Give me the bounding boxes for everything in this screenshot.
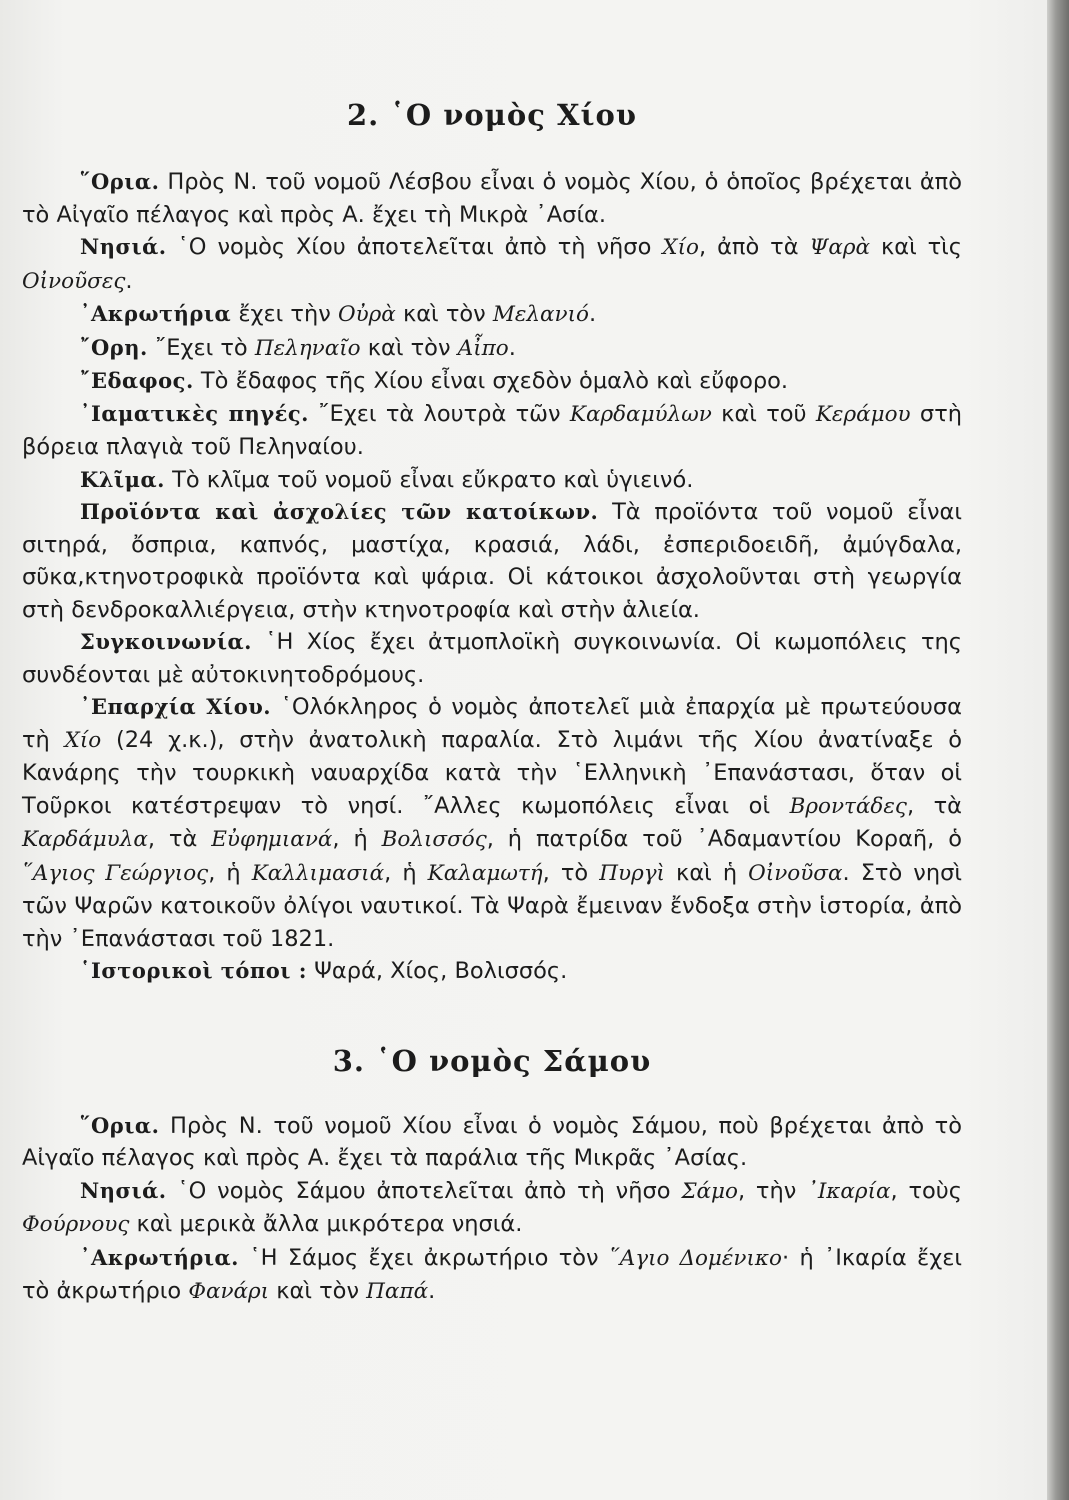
place-name: ῞Αγιος Γεώργιος (22, 860, 209, 886)
paragraph-text: Πρὸς Ν. τοῦ νομοῦ Χίου εἶναι ὁ νομὸς Σάμου, ποὺ βρέχεται ἀπὸ τὸ Αἰγαῖο πέλαγος καὶ πρὸς Α. ἔχει τὰ παράλια τῆς Μικρᾶς ᾿Ασίας. (22, 1112, 962, 1171)
paragraph-label: ῎Εδαφος. (80, 368, 194, 393)
paragraph-text: , ἡ (208, 859, 252, 886)
paragraph-text: , τὴν (737, 1177, 808, 1204)
paragraph-text: Πρὸς Ν. τοῦ νομοῦ Λέσβου εἶναι ὁ νομὸς Χίου, ὁ ὁποῖος βρέχεται ἀπὸ τὸ Αἰγαῖο πέλαγος καὶ πρὸς Α. ἔχει τὴ Μικρὰ ᾿Ασία. (22, 169, 962, 228)
paragraph-text: , τὰ (906, 792, 962, 819)
place-name: ῞Αγιο Δομένικο (608, 1245, 782, 1271)
paragraph-label: ῾Ιστορικοὶ τόποι : (80, 958, 308, 983)
place-name: Καλλιμασιά (251, 860, 385, 886)
section-heading-samos: 3. ῾Ο νομὸς Σάμου (332, 1043, 652, 1078)
paragraph-text: . (428, 1278, 436, 1304)
paragraph-capes (22, 298, 962, 332)
paragraph-islands (22, 1175, 962, 1242)
place-name: Χίο (64, 727, 102, 753)
paragraph-text: ῾Ο νομὸς Χίου ἀποτελεῖται ἀπὸ τὴ νῆσο (166, 234, 663, 260)
paragraph-province (22, 691, 962, 955)
paragraph-label: ῞Ορια. (80, 169, 160, 194)
place-name: Πυργὶ (599, 860, 665, 886)
paragraph-springs (22, 398, 962, 464)
paragraph-text: καὶ τὸν (269, 1278, 367, 1304)
place-name: Οὐρὰ (337, 302, 396, 327)
paragraph-text: . (125, 267, 133, 294)
paragraph-text: , τὸ (542, 859, 600, 886)
paragraph-text: . Στὸ νησὶ τῶν Ψαρῶν κατοικοῦν ὀλίγοι ναυτικοί. Τὰ Ψαρὰ ἔμειναν ἔνδοξα στὴν ἱστορία, ἀπὸ τὴν ᾿Επανάστασι τοῦ 1821. (22, 859, 962, 952)
section-heading-chios: 2. ῾Ο νομὸς Χίου (346, 98, 637, 132)
paragraph-islands (22, 231, 962, 298)
place-name: Ψαρὰ (809, 235, 871, 260)
book-spine (1047, 0, 1069, 1500)
place-name: Κεράμου (815, 401, 911, 427)
paragraph-label: ῎Ορη. (80, 334, 148, 360)
place-name: Βολισσός (381, 827, 487, 852)
place-name: Βροντάδες (789, 793, 907, 819)
paragraph-borders (22, 1110, 962, 1175)
paragraph-products (22, 496, 962, 626)
paragraph-label: Κλῖμα. (80, 466, 165, 492)
place-name: Αἶπο (457, 335, 509, 361)
paragraph-text: Ψαρά, Χίος, Βολισσός. (307, 958, 568, 984)
paragraph-text: καὶ τὸν (395, 301, 493, 327)
paragraph-text: καὶ μερικὰ ἄλλα μικρότερα νησιά. (129, 1211, 523, 1237)
paragraph-text: καὶ τὶς (870, 234, 962, 260)
paragraph-text: , τοὺς (890, 1177, 962, 1204)
place-name: Πεληναῖο (254, 335, 361, 361)
paragraph-label: Νησιά. (80, 1177, 167, 1203)
paragraph-label: Συγκοινωνία. (80, 629, 252, 654)
paragraph-text: , ἡ πατρίδα τοῦ ᾿Αδαμαντίου Κοραῆ, ὁ (486, 826, 962, 852)
paragraph-label: ᾿Επαρχία Χίου. (80, 694, 272, 719)
place-name: Φούρνους (22, 1212, 130, 1237)
place-name: Εὐφημιανά (211, 827, 333, 852)
paragraph-label: Προϊόντα καὶ ἀσχολίες τῶν κατοίκων. (80, 499, 599, 524)
place-name: Σάμο (681, 1178, 738, 1204)
paragraph-text: ἔχει τὴν (231, 301, 338, 327)
paragraph-communication (22, 626, 962, 691)
paragraph-text: καὶ τοῦ (711, 400, 816, 427)
paragraph-text: , τὰ (147, 826, 212, 852)
paragraph-mountains (22, 332, 962, 366)
paragraph-text: · ἡ ᾿Ικαρία ἔχει τὸ ἀκρωτήριο (22, 1244, 962, 1304)
paragraph-capes (22, 1242, 962, 1309)
paragraph-label: ᾿Ιαματικὲς πηγές. (80, 400, 309, 426)
paragraph-text: . (508, 334, 516, 361)
paragraph-label: ᾿Ακρωτήρια (80, 301, 232, 326)
paragraph-soil (22, 365, 962, 398)
place-name: Φανάρι (188, 1279, 270, 1304)
paragraph-text: , ἡ (384, 859, 428, 886)
place-name: Χίο (662, 235, 699, 260)
paragraph-text: ῎Εχει τὸ (147, 334, 255, 361)
paragraph-text: καὶ ἡ (665, 859, 749, 886)
place-name: Μελανιό (492, 302, 590, 327)
place-name: ᾿Ικαρία (807, 1178, 891, 1204)
place-name: Παπά (366, 1279, 429, 1304)
place-name: Οἰνοῦσες (22, 268, 126, 294)
paragraph-text: στὴ βόρεια πλαγιὰ τοῦ Πεληναίου. (22, 400, 962, 460)
place-name: Καρδαμύλων (569, 401, 712, 427)
paragraph-label: ῞Ορια. (80, 1112, 160, 1138)
paragraph-text: Τὸ κλῖμα τοῦ νομοῦ εἶναι εὔκρατο καὶ ὑγιεινό. (164, 466, 694, 493)
paragraph-text: , ἡ (332, 826, 382, 852)
page-content (22, 90, 962, 1309)
place-name: Καλαμωτή (427, 860, 543, 886)
paragraph-text: καὶ τὸν (360, 334, 458, 361)
paragraph-climate (22, 464, 962, 497)
paragraph-text: ῾Ο νομὸς Σάμου ἀποτελεῖται ἀπὸ τὴ νῆσο (166, 1177, 682, 1204)
paragraph-text: , ἀπὸ τὰ (698, 234, 810, 260)
place-name: Οἰνοῦσα (748, 860, 843, 886)
paragraph-label: Νησιά. (80, 234, 167, 259)
paragraph-text: ῾Ολόκληρος ὁ νομὸς ἀποτελεῖ μιὰ ἐπαρχία μὲ πρωτεύουσα τὴ (22, 694, 963, 753)
paragraph-borders (22, 166, 962, 231)
paragraph-label: ᾿Ακρωτήρια. (80, 1244, 239, 1270)
paragraph-text: . (589, 301, 597, 327)
paragraph-text: ῾Η Σάμος ἔχει ἀκρωτήριο τὸν (239, 1244, 609, 1271)
place-name: Καρδάμυλα (22, 827, 148, 852)
paragraph-text: Τὰ προϊόντα τοῦ νομοῦ εἶναι σιτηρά, ὄσπρια, καπνός, μαστίχα, κρασιά, λάδι, ἐσπεριδοειδῆ, ἀμύγδαλα, σῦκα,κτηνοτροφικὰ προϊόντα καὶ ψάρια. Οἱ κάτοικοι ἀσχολοῦνται στὴ γεωργία στὴ δενδροκαλλιέργεια, στὴν κτηνοτροφία καὶ στὴν ἁλιεία. (22, 499, 963, 623)
paragraph-text: (24 χ.κ.), στὴν ἀνατολικὴ παραλία. Στὸ λιμάνι τῆς Χίου ἀνατίναξε ὁ Κανάρης τὴν τουρκικὴ ναυαρχίδα κατὰ τὴν ῾Ελληνικὴ ᾿Επανάστασι, ὅταν οἱ Τοῦρκοι κατέστρεψαν τὸ νησί. ῎Αλλες κωμοπόλεις εἶναι οἱ (22, 726, 962, 819)
paragraph-text: ῎Εχει τὰ λουτρὰ τῶν (308, 400, 570, 427)
paragraph-historic-sites (22, 955, 962, 988)
paragraph-text: ῾Η Χίος ἔχει ἀτμοπλοϊκὴ συγκοινωνία. Οἱ κωμοπόλεις της συνδέονται μὲ αὐτοκινητοδρόμους. (22, 629, 962, 688)
paragraph-text: Τὸ ἔδαφος τῆς Χίου εἶναι σχεδὸν ὁμαλὸ καὶ εὔφορο. (193, 368, 789, 394)
